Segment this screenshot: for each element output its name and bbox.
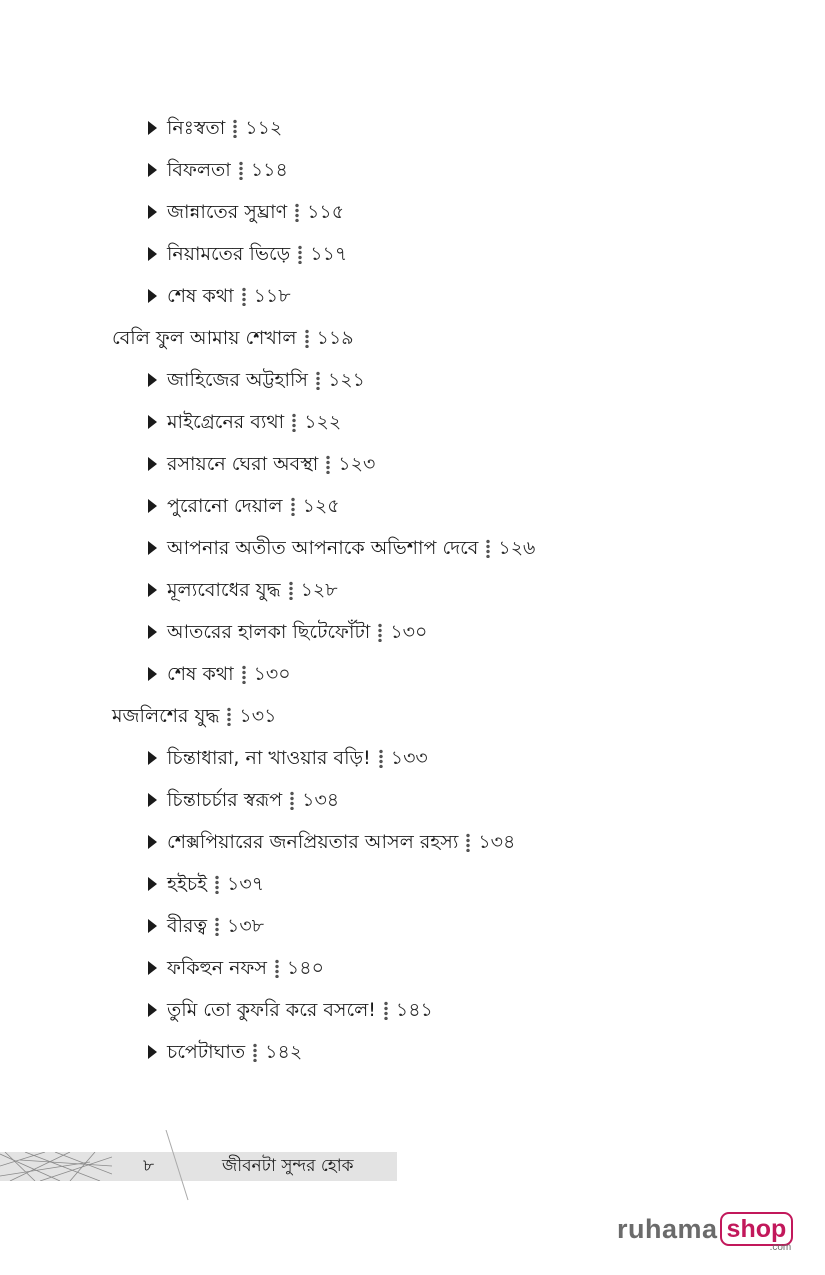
toc-entry-title: মাইগ্রেনের ব্যথা (167, 411, 285, 433)
toc-entry-page: ১২৬ (498, 537, 536, 559)
logo-text-com: .com (769, 1242, 792, 1253)
ruhamashop-watermark-logo (617, 1212, 793, 1252)
toc-entry-page: ১৩৩ (390, 747, 428, 769)
toc-entry-page: ১৪১ (395, 999, 433, 1021)
dotted-separator-icon (384, 1001, 388, 1020)
triangle-bullet-icon (148, 415, 157, 429)
toc-entry[interactable] (148, 360, 365, 400)
toc-entry-page: ১৩১ (239, 705, 277, 727)
toc-entry-page: ১৪২ (265, 1041, 303, 1063)
toc-entry-page: ১৩৭ (227, 873, 265, 895)
triangle-bullet-icon (148, 877, 157, 891)
toc-entry-title: আতরের হালকা ছিটেফোঁটা (167, 621, 371, 643)
toc-entry-title: শেক্সপিয়ারের জনপ্রিয়তার আসল রহস্য (167, 831, 459, 853)
triangle-bullet-icon (148, 121, 157, 135)
dotted-separator-icon (233, 119, 237, 138)
dotted-separator-icon (305, 329, 309, 348)
toc-entry[interactable] (148, 402, 341, 442)
toc-entry-title: বীরত্ব (167, 915, 207, 937)
logo-text-ruhama: ruhama (617, 1214, 718, 1244)
toc-entry-title: মূল্যবোধের যুদ্ধ (167, 579, 281, 601)
triangle-bullet-icon (148, 541, 157, 555)
toc-entry-page: ১৩০ (390, 621, 428, 643)
dotted-separator-icon (316, 371, 320, 390)
toc-entry-page: ১৩৪ (478, 831, 516, 853)
dotted-separator-icon (298, 245, 302, 264)
dotted-separator-icon (295, 203, 299, 222)
toc-entry[interactable] (148, 570, 338, 610)
toc-entry[interactable] (148, 528, 535, 568)
toc-entry-title: ফকিহুন নফস (167, 957, 267, 979)
toc-entry-title: চিন্তাধারা, না খাওয়ার বড়ি! (167, 747, 371, 769)
toc-entry[interactable] (148, 234, 347, 274)
dotted-separator-icon (215, 917, 219, 936)
footer-page-number: ৮ (143, 1156, 155, 1176)
toc-entry-page: ১১৪ (250, 159, 288, 181)
toc-entry-title: পুরোনো দেয়াল (167, 495, 283, 517)
toc-entry-title: শেষ কথা (167, 285, 234, 307)
dotted-separator-icon (289, 581, 293, 600)
toc-entry-page: ১১৮ (253, 285, 291, 307)
dotted-separator-icon (326, 455, 330, 474)
toc-entry-title: বিফলতা (167, 159, 231, 181)
toc-entry[interactable] (148, 108, 282, 148)
toc-entry[interactable] (148, 654, 291, 694)
dotted-separator-icon (291, 497, 295, 516)
toc-entry-title: রসায়নে ঘেরা অবস্থা (167, 453, 319, 475)
toc-entry-title: চিন্তাচর্চার স্বরূপ (167, 789, 283, 811)
triangle-bullet-icon (148, 289, 157, 303)
toc-entry-page: ১২২ (304, 411, 342, 433)
dotted-separator-icon (290, 791, 294, 810)
toc-entry[interactable] (148, 276, 291, 316)
toc-entry-title: জাহিজের অট্টহাসি (167, 369, 308, 391)
toc-entry-title: নিঃস্বতা (167, 117, 226, 139)
toc-entry-page: ১৪০ (286, 957, 324, 979)
toc-entry[interactable] (148, 990, 433, 1030)
triangle-bullet-icon (148, 751, 157, 765)
triangle-bullet-icon (148, 499, 157, 513)
footer-divider-line (160, 1130, 192, 1202)
toc-entry-title: বেলি ফুল আমায় শেখাল (112, 327, 297, 349)
triangle-bullet-icon (148, 835, 157, 849)
triangle-bullet-icon (148, 625, 157, 639)
triangle-bullet-icon (148, 793, 157, 807)
toc-chapter-entry[interactable] (112, 318, 354, 358)
dotted-separator-icon (253, 1043, 257, 1062)
toc-entry-title: জান্নাতের সুঘ্রাণ (167, 201, 288, 223)
toc-entry-title: নিয়ামতের ভিড়ে (167, 243, 291, 265)
dotted-separator-icon (215, 875, 219, 894)
triangle-bullet-icon (148, 1003, 157, 1017)
triangle-bullet-icon (148, 373, 157, 387)
triangle-bullet-icon (148, 205, 157, 219)
dotted-separator-icon (486, 539, 490, 558)
toc-entry[interactable] (148, 906, 264, 946)
triangle-bullet-icon (148, 961, 157, 975)
triangle-bullet-icon (148, 667, 157, 681)
dotted-separator-icon (379, 749, 383, 768)
toc-entry-page: ১৩৪ (302, 789, 340, 811)
triangle-bullet-icon (148, 247, 157, 261)
toc-entry[interactable] (148, 948, 324, 988)
toc-entry-title: তুমি তো কুফরি করে বসলে! (167, 999, 376, 1021)
triangle-bullet-icon (148, 457, 157, 471)
geometric-mesh-icon (0, 1152, 112, 1181)
toc-entry-title: হইচই (167, 873, 208, 895)
dotted-separator-icon (275, 959, 279, 978)
dotted-separator-icon (227, 707, 231, 726)
toc-entry-title: চপেটাঘাত (167, 1041, 246, 1063)
toc-entry[interactable] (148, 864, 264, 904)
toc-entry[interactable] (148, 444, 375, 484)
toc-chapter-entry[interactable] (112, 696, 276, 736)
dotted-separator-icon (242, 287, 246, 306)
toc-entry[interactable] (148, 1032, 302, 1072)
logo-text-shop: shop (720, 1212, 794, 1246)
toc-entry[interactable] (148, 612, 427, 652)
toc-entry-page: ১১২ (245, 117, 283, 139)
triangle-bullet-icon (148, 1045, 157, 1059)
toc-entry-page: ১৩০ (253, 663, 291, 685)
toc-entry-page: ১২৫ (302, 495, 340, 517)
toc-entry-page: ১১৯ (316, 327, 354, 349)
toc-entry-page: ১২১ (327, 369, 365, 391)
dotted-separator-icon (378, 623, 382, 642)
dotted-separator-icon (292, 413, 296, 432)
toc-entry[interactable] (148, 192, 344, 232)
toc-entry-page: ১১৫ (307, 201, 345, 223)
toc-entry[interactable] (148, 822, 515, 862)
toc-entry-title: মজলিশের যুদ্ধ (112, 705, 220, 727)
footer-book-title: জীবনটা সুন্দর হোক (222, 1156, 354, 1176)
dotted-separator-icon (466, 833, 470, 852)
toc-entry-page: ১৩৮ (226, 915, 264, 937)
toc-entry[interactable] (148, 738, 428, 778)
toc-entry[interactable] (148, 780, 339, 820)
toc-entry-page: ১২৮ (300, 579, 338, 601)
triangle-bullet-icon (148, 163, 157, 177)
toc-entry-page: ১২৩ (338, 453, 376, 475)
toc-entry-page: ১১৭ (310, 243, 348, 265)
triangle-bullet-icon (148, 583, 157, 597)
dotted-separator-icon (239, 161, 243, 180)
toc-entry-title: আপনার অতীত আপনাকে অভিশাপ দেবে (167, 537, 479, 559)
toc-entry-title: শেষ কথা (167, 663, 234, 685)
toc-entry[interactable] (148, 486, 340, 526)
toc-entry[interactable] (148, 150, 288, 190)
dotted-separator-icon (242, 665, 246, 684)
triangle-bullet-icon (148, 919, 157, 933)
